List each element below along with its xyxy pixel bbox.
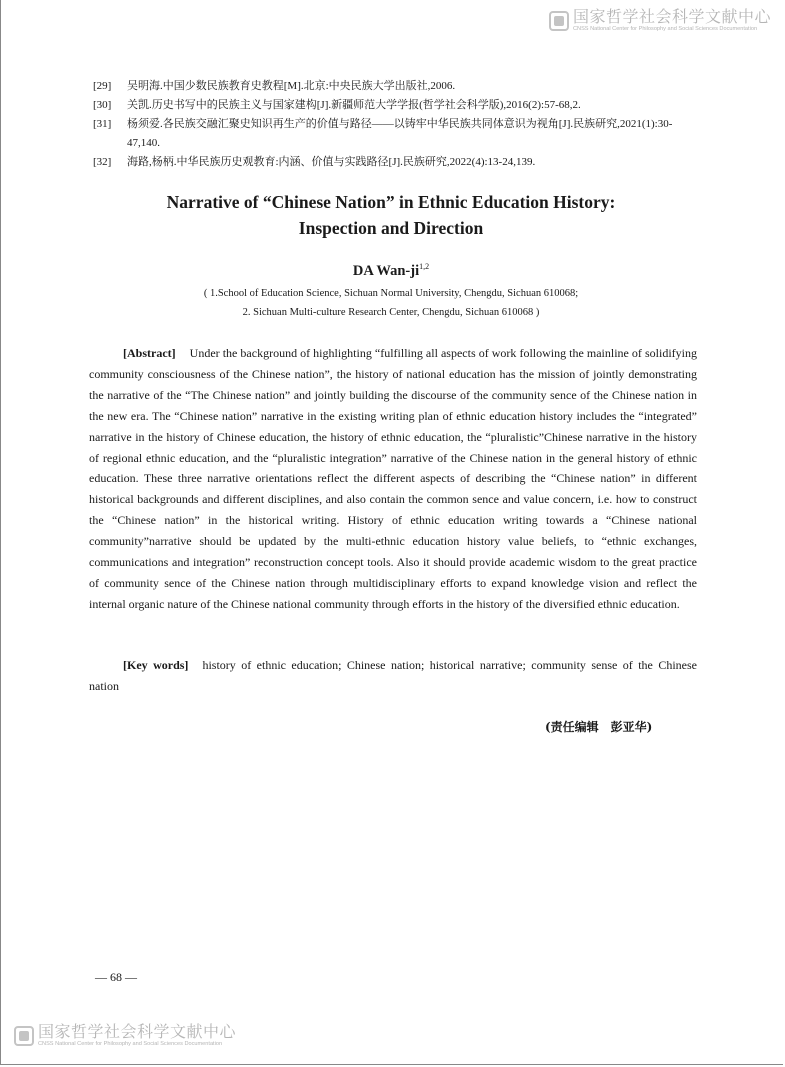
- reference-item: [93, 96, 699, 115]
- reference-list: [93, 77, 699, 172]
- title-line-2: Inspection and Direction: [298, 218, 484, 238]
- watermark-top: [549, 9, 771, 33]
- editor-note: (责任编辑 彭亚华): [545, 720, 653, 734]
- author: [93, 262, 689, 280]
- reference-item: [93, 153, 699, 172]
- reference-number: [32]: [93, 156, 112, 168]
- reference-text: 吴明海.中国少数民族教育史教程[M].北京:中央民族大学出版社,2006.: [127, 80, 456, 92]
- watermark-bottom: [14, 1024, 236, 1048]
- reference-item: [93, 77, 699, 96]
- reference-text: 关凯.历史书写中的民族主义与国家建构[J].新疆师范大学学报(哲学社会科学版),2016(2):57-68,2.: [127, 99, 581, 111]
- reference-number: [29]: [93, 80, 112, 92]
- cnss-logo-icon: [549, 11, 569, 31]
- page-number: — 68 —: [95, 970, 137, 984]
- keywords-text: history of ethnic education; Chinese nation; historical narrative; community sense of the Chinese nation: [89, 658, 697, 693]
- abstract-text: Under the background of highlighting “fulfilling all aspects of work following the mainline of solidifying community consciousness of the Chinese nation”, the history of national education has the mission of jointly demonstrating the narrative of the “The Chinese nation” and jointly building the discourse of the community sence of the Chinese nation in the new era. The “Chinese nation” narrative in the existing writing plan of ethnic education history includes the “integrated” narrative in the history of Chinese education, the history of ethnic education, the “pluralistic”Chinese narrative in the history of regional ethnic education, and the “pluralistic integration” narrative of the Chinese nation in the general history of ethnic education. These three narrative orientations reflect the different aspects of describing the “Chinese nation” in different historical backgrounds and different disciplines, and also contain the common sence and value concern, i.e. how to construct the “Chinese nation” in the historical writing. History of ethnic education writing towards a “Chinese national community”narrative should be updated by the multi-ethnic education history value beliefs, to “ethnic exchanges, communications and integration” reconstruction concept tools. Also it should provide academic wisdom to the great practice of community sence of the Chinese nation through multidisciplinary efforts to expand knowledge vision and reflect the internal organic nature of the Chinese national community through efforts in the history of the diversified ethnic education.: [89, 346, 697, 611]
- title-line-1: Narrative of “Chinese Nation” in Ethnic Education History:: [166, 192, 616, 212]
- reference-number: [30]: [93, 99, 112, 111]
- abstract: [89, 343, 697, 615]
- article-title: [93, 189, 689, 241]
- cnss-logo-icon: [14, 1026, 34, 1046]
- watermark-en: CNSS National Center for Philosophy and Social Sciences Documentation: [572, 26, 758, 32]
- watermark-en: CNSS National Center for Philosophy and Social Sciences Documentation: [38, 1041, 223, 1047]
- watermark-cn: 国家哲学社会科学文献中心: [38, 1022, 237, 1041]
- reference-text: 海路,杨柄.中华民族历史观教育:内涵、价值与实践路径[J].民族研究,2022(4):13-24,139.: [127, 156, 536, 168]
- reference-text: 杨须爱.各民族交融汇聚史知识再生产的价值与路径——以铸牢中华民族共同体意识为视角[J].民族研究,2021(1):30-47,140.: [127, 118, 673, 149]
- keywords-label: [Key words]: [123, 658, 189, 672]
- watermark-cn: 国家哲学社会科学文献中心: [572, 7, 771, 26]
- author-name: DA Wan-ji: [352, 262, 420, 279]
- reference-number: [31]: [93, 118, 112, 130]
- author-affiliation-marks: 1,2: [419, 262, 430, 271]
- affiliation-line-2: 2. Sichuan Multi-culture Research Center, Chengdu, Sichuan 610068 ): [242, 307, 540, 318]
- abstract-label: [Abstract]: [123, 346, 176, 360]
- keywords: [89, 655, 697, 697]
- reference-item: [93, 115, 699, 153]
- affiliation-line-1: ( 1.School of Education Science, Sichuan Normal University, Chengdu, Sichuan 610068;: [203, 288, 579, 299]
